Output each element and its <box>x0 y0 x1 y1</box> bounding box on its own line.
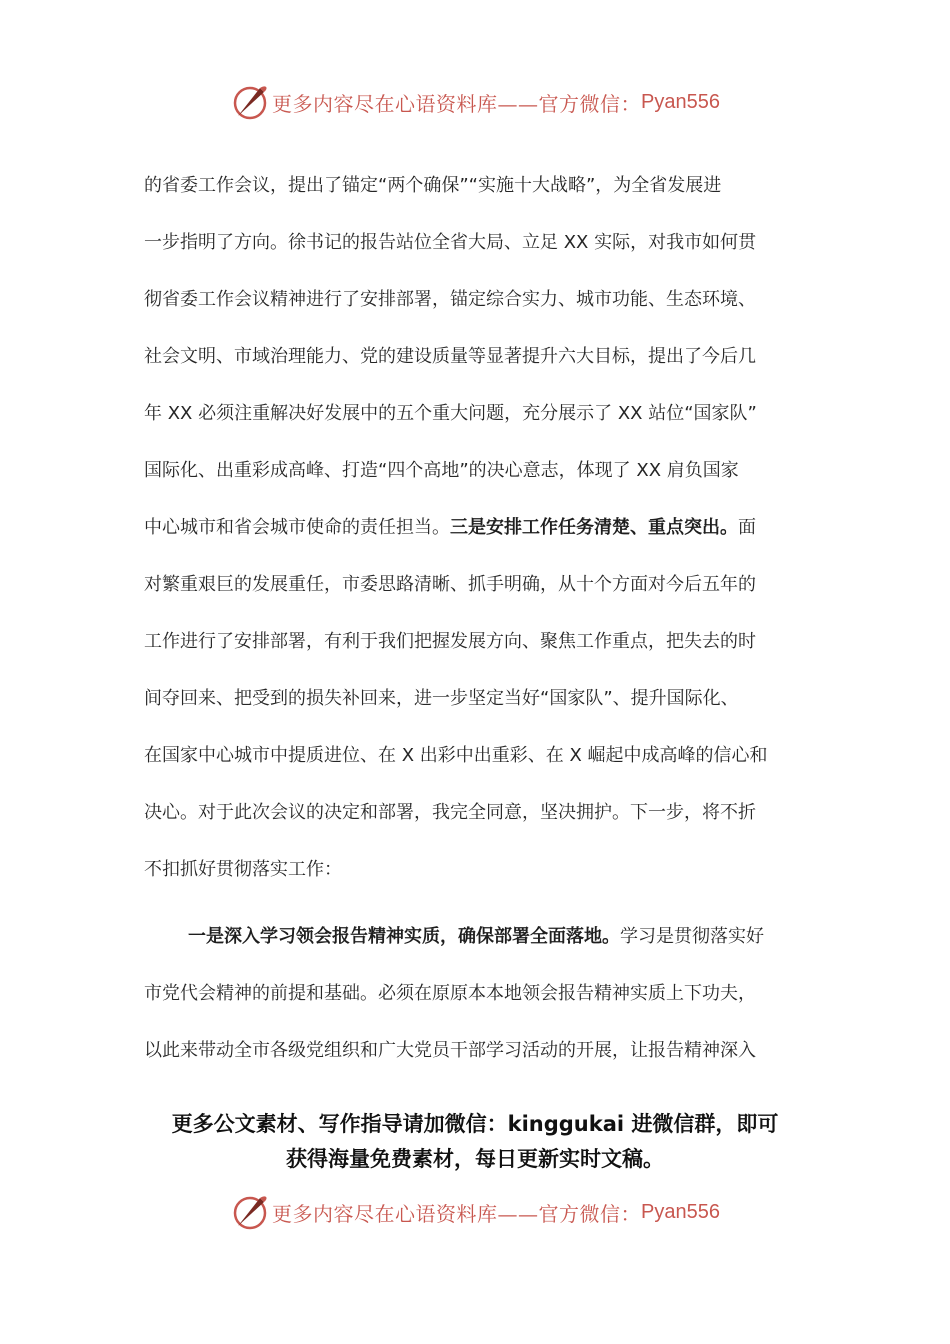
body-text: 学习是贯彻落实好 <box>620 926 764 947</box>
body-text: 中心城市和省会城市使命的责任担当。 <box>144 517 450 538</box>
header-brand-text: 更多内容尽在心语资料库——官方微信： <box>272 91 642 116</box>
body-text: 一步指明了方向。徐书记的报告站位全省大局、立足 XX 实际，对我市如何贯 <box>144 232 757 253</box>
body-line <box>144 515 824 541</box>
footer-brand-banner <box>0 1190 950 1234</box>
body-line <box>144 173 824 199</box>
body-text: 的省委工作会议，提出了锚定“两个确保”“实施十大战略”，为全省发展进 <box>144 175 722 196</box>
footer-wechat-id: Pyan556 <box>641 1200 720 1223</box>
promo-line-2: 获得海量免费素材，每日更新实时文稿。 <box>286 1147 664 1171</box>
body-text: 在国家中心城市中提质进位、在 X 出彩中出重彩、在 X 崛起中成高峰的信心和 <box>144 745 768 766</box>
body-line <box>144 344 824 370</box>
body-text: 年 XX 必须注重解决好发展中的五个重大问题，充分展示了 XX 站位“国家队” <box>144 403 757 424</box>
body-text: 间夺回来、把受到的损失补回来，进一步坚定当好“国家队”、提升国际化、 <box>144 688 739 709</box>
body-line <box>144 287 824 313</box>
body-line <box>144 686 824 712</box>
body-text: 社会文明、市域治理能力、党的建设质量等显著提升六大目标，提出了今后几 <box>144 346 756 367</box>
body-text: 国际化、出重彩成高峰、打造“四个高地”的决心意志，体现了 XX 肩负国家 <box>144 460 739 481</box>
bold-lead-text: 一是深入学习领会报告精神实质，确保部署全面落地。 <box>188 926 620 947</box>
quill-pen-logo-icon <box>230 82 270 122</box>
body-text: 决心。对于此次会议的决定和部署，我完全同意，坚决拥护。下一步，将不折 <box>144 802 756 823</box>
body-line <box>144 857 824 883</box>
body-text: 对繁重艰巨的发展重任，市委思路清晰、抓手明确，从十个方面对今后五年的 <box>144 574 756 595</box>
body-line <box>144 401 824 427</box>
body-line <box>144 981 824 1007</box>
header-brand-banner <box>0 80 950 124</box>
header-wechat-id: Pyan556 <box>641 90 720 113</box>
body-text: 以此来带动全市各级党组织和广大党员干部学习活动的开展，让报告精神深入 <box>144 1040 756 1061</box>
body-text: 不扣抓好贯彻落实工作： <box>144 859 342 880</box>
body-line <box>144 458 824 484</box>
body-line <box>144 1038 824 1064</box>
body-line <box>144 629 824 655</box>
body-line <box>144 743 824 769</box>
body-text: 工作进行了安排部署，有利于我们把握发展方向、聚焦工作重点，把失去的时 <box>144 631 756 652</box>
body-line <box>188 924 824 950</box>
footer-brand-text: 更多内容尽在心语资料库——官方微信： <box>272 1201 642 1226</box>
body-text: 彻省委工作会议精神进行了安排部署，锚定综合实力、城市功能、生态环境、 <box>144 289 756 310</box>
body-line <box>144 230 824 256</box>
body-line <box>144 572 824 598</box>
bold-lead-text: 三是安排工作任务清楚、重点突出。 <box>450 517 738 538</box>
body-text: 市党代会精神的前提和基础。必须在原原本本地领会报告精神实质上下功夫， <box>144 983 756 1004</box>
body-text: 面 <box>738 517 756 538</box>
promo-line-1: 更多公文素材、写作指导请加微信：kinggukai 进微信群，即可 <box>171 1112 779 1136</box>
quill-pen-logo-icon <box>230 1192 270 1232</box>
body-line <box>144 800 824 826</box>
